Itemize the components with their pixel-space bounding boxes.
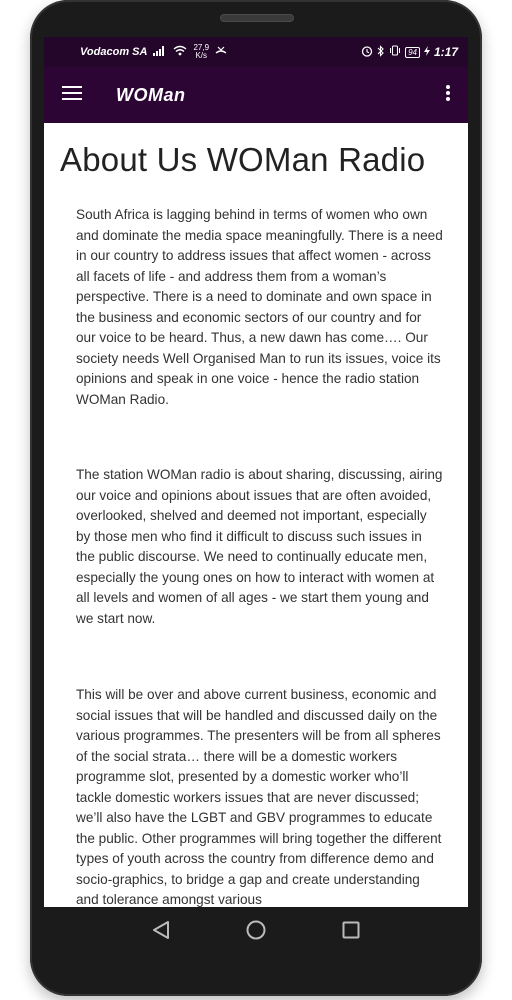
back-triangle-icon <box>152 920 170 945</box>
signal-icon <box>153 46 167 59</box>
navigation-bar <box>44 907 468 957</box>
page-title: About Us WOMan Radio <box>60 141 426 178</box>
home-button[interactable] <box>236 912 276 952</box>
status-left <box>80 44 227 60</box>
app-title: WOMan <box>116 84 186 105</box>
speed-unit: K/s <box>195 51 208 60</box>
wifi-icon <box>173 45 187 59</box>
paragraph-intro: South Africa is lagging behind in terms of women who own and dominate the media space meaningfully. There is a need in our country to address issues that affect women - across all facets of life - and address them from a woman’s perspective. There is a need to dominate and own space in the business and economic sectors of our country and for our voice to be heard. Thus, a new dawn has come…. Our society needs Well Organised Man to run its issues, voice its opinions and speak in one voice - hence the radio station WOMan Radio. <box>76 207 443 407</box>
status-bar <box>44 37 468 67</box>
home-circle-icon <box>246 920 266 945</box>
back-button[interactable] <box>141 912 181 952</box>
status-right <box>361 45 458 60</box>
clock: 1:17 <box>433 45 458 59</box>
charging-icon <box>424 46 430 59</box>
phone-frame <box>30 0 482 996</box>
speed-value: 27,9 <box>193 43 210 52</box>
earpiece-speaker <box>220 14 294 22</box>
content-scroll-area[interactable] <box>44 123 468 907</box>
overflow-menu-button[interactable] <box>428 67 468 123</box>
paragraph-programmes: This will be over and above current business, economic and social issues that will be handled and discussed daily on the various programmes. The presenters will be from all spheres of the social strata… there will be a domestic workers programme slot, presented by a domestic worker who’ll tackle domestic workers issues that are never discussed; we’ll also have the LGBT and GBV programmes to educate the public. Other programmes will bring together the different types of youth across the country from difference demo and socio-graphics, to bridge a gap and create understanding and tolerance amongst various <box>76 687 442 907</box>
alarm-icon <box>361 45 373 60</box>
recents-square-icon <box>342 921 360 944</box>
screen <box>44 37 468 907</box>
carrier-name: Vodacom SA <box>80 46 148 58</box>
hamburger-menu-icon <box>62 86 82 105</box>
network-speed <box>193 44 209 60</box>
missed-call-icon <box>215 46 227 59</box>
vibrate-icon <box>389 45 401 59</box>
paragraph-station: The station WOMan radio is about sharing, discussing, airing our voice and opinions about issues that are often avoided, overlooked, shelved and deemed not important, especially by those men who find it difficult to discuss such issues in the public discourse. We need to continually educate men, especially the young ones on how to interact with women at all levels and women of all ages - we start them young and we start now. <box>76 467 443 626</box>
menu-button[interactable] <box>44 67 100 123</box>
recents-button[interactable] <box>331 912 371 952</box>
more-vert-icon <box>446 85 450 106</box>
battery-indicator: 94 <box>405 47 420 58</box>
bluetooth-icon <box>377 45 385 60</box>
app-bar <box>44 67 468 123</box>
